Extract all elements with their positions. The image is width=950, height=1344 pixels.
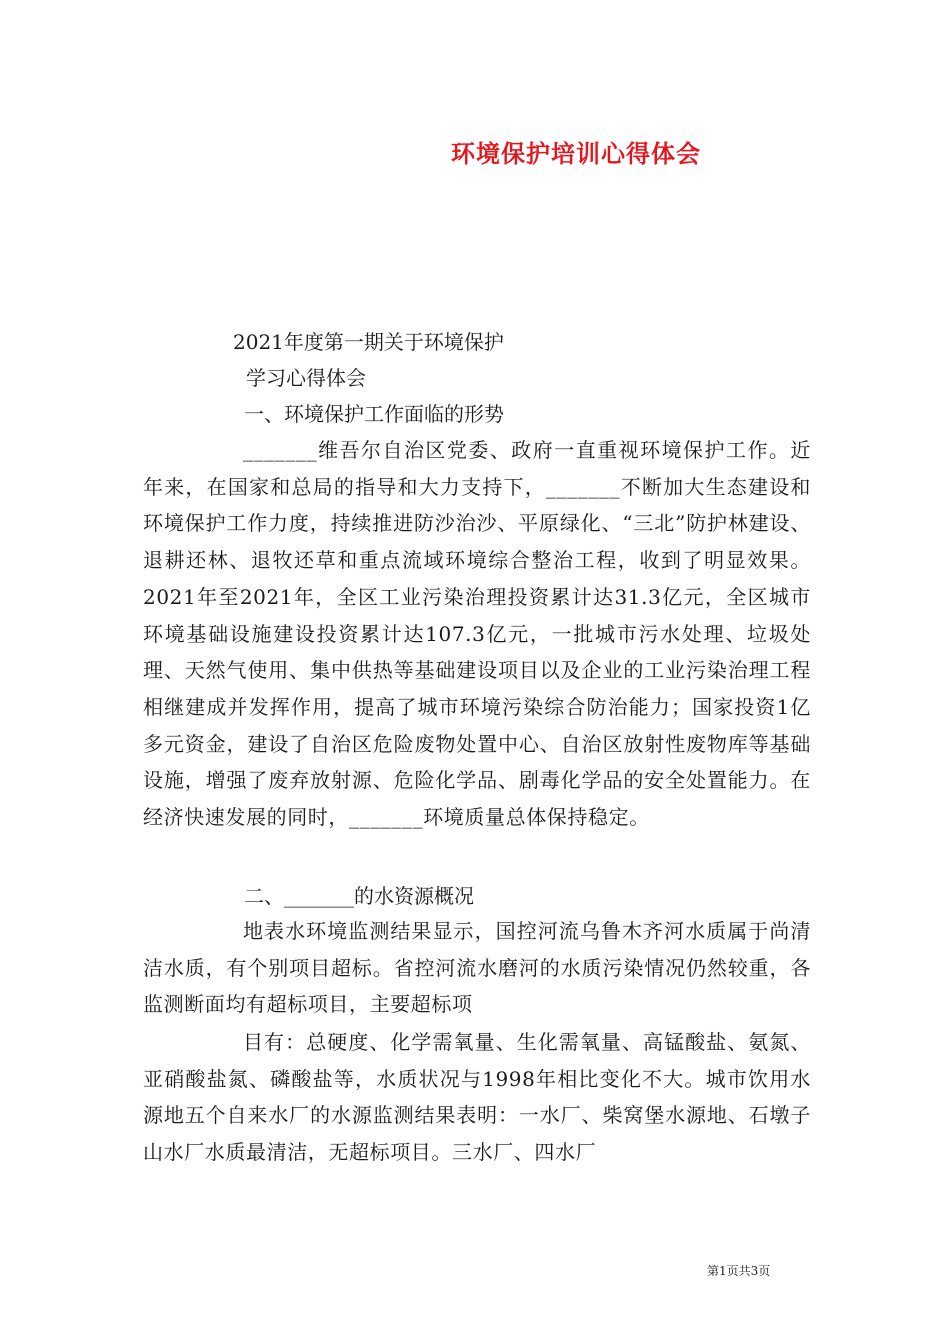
heading-line-1: 2021年度第一期关于环境保护 [233,330,504,354]
section-1-heading: 一、环境保护工作面临的形势 [244,402,504,426]
paragraph-3: 目有：总硬度、化学需氧量、生化需氧量、高锰酸盐、氨氮、亚硝酸盐氮、磷酸盐等，水质状况与1998年相比变化不大。城市饮用水源地五个自来水厂的水源监测结果表明：一水厂、柴窝堡水源地、石墩子山水厂水质最清洁，无超标项目。三水厂、四水厂 [143,1030,811,1165]
paragraph-2: 地表水环境监测结果显示，国控河流乌鲁木齐河水质属于尚清洁水质，有个别项目超标。省控河流水磨河的水质污染情况仍然较重，各监测断面均有超标项目，主要超标项 [143,919,811,1017]
page-indicator: 第1页共3页 [707,1264,771,1278]
section-2-heading: 二、_______的水资源概况 [244,884,474,908]
paragraph-1: _______维吾尔自治区党委、政府一直重视环境保护工作。近年来，在国家和总局的指导和大力支持下，_______不断加大生态建设和环境保护工作力度，持续推进防沙治沙、平原绿化、“三北”防护林建设、退耕还林、退牧还草和重点流域环境综合整治工程，收到了明显效果。2021年至2021年，全区工业污染治理投资累计达31.3亿元，全区城市环境基础设施建设投资累计达107.3亿元，一批城市污水处理、垃圾处理、天然气使用、集中供热等基础建设项目以及企业的工业污染治理工程相继建成并发挥作用，提高了城市环境污染综合防治能力；国家投资1亿多元资金，建设了自治区危险废物处置中心、自治区放射性废物库等基础设施，增强了废弃放射源、危险化学品、剧毒化学品的安全处置能力。在经济快速发展的同时，_______环境质量总体保持稳定。 [143,438,811,830]
document-title: 环境保护培训心得体会 [451,139,701,168]
heading-line-2: 学习心得体会 [246,366,366,390]
